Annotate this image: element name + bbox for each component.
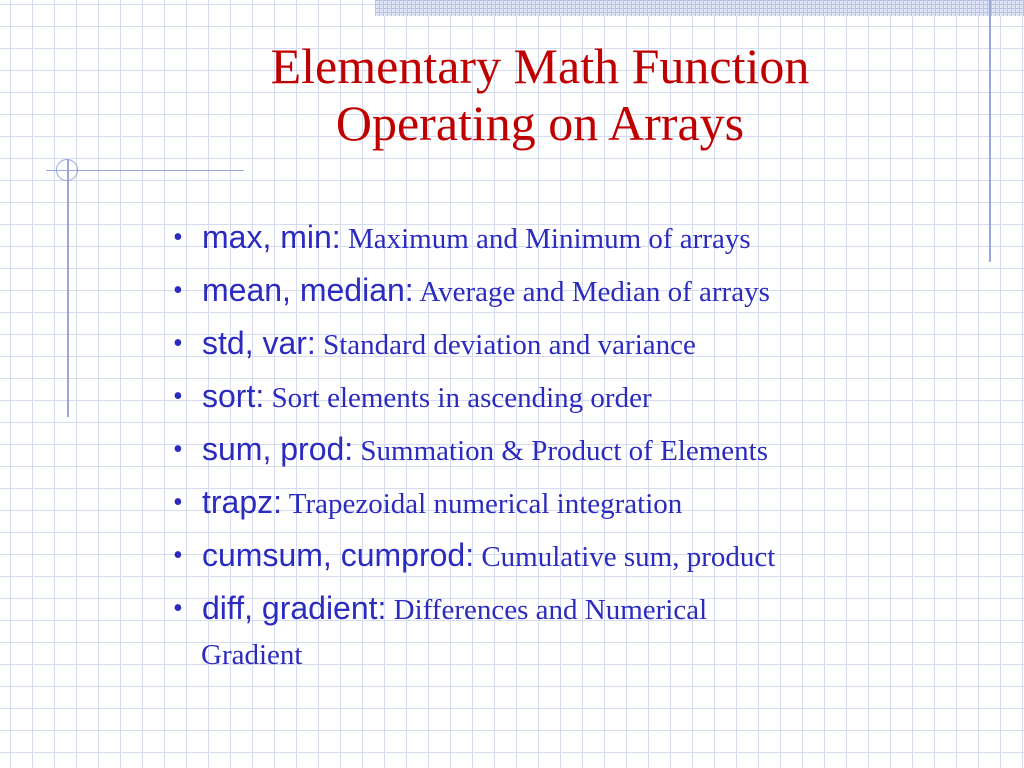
function-names: trapz: (202, 484, 283, 520)
function-description: Average and Median of arrays (419, 276, 770, 308)
bullet-item (170, 583, 902, 674)
function-names: sum, prod: (202, 431, 354, 467)
bullet-dot-icon: • (173, 275, 183, 306)
function-description-continued: Gradient (201, 639, 303, 671)
bullet-item (170, 371, 1010, 424)
function-names: std, var: (202, 325, 316, 361)
function-names: sort: (202, 378, 265, 414)
bullet-dot-icon: • (173, 540, 183, 571)
function-description: Standard deviation and variance (323, 329, 696, 361)
bullet-dot-icon: • (173, 434, 183, 465)
function-description: Summation & Product of Elements (360, 435, 768, 467)
function-description: Cumulative sum, product (481, 541, 776, 573)
bullet-item (170, 265, 1010, 318)
slide-title (180, 38, 900, 152)
bullet-item (170, 424, 1010, 477)
bullet-item (170, 477, 1010, 530)
function-names: max, min: (202, 219, 341, 255)
title-line-1: Elementary Math Function (270, 38, 810, 94)
function-description: Trapezoidal numerical integration (288, 488, 683, 520)
bullet-item (170, 530, 1010, 583)
function-names: mean, median: (202, 272, 414, 308)
function-description: Sort elements in ascending order (271, 382, 652, 414)
bullet-dot-icon: • (173, 381, 183, 412)
function-names: cumsum, cumprod: (202, 537, 475, 573)
function-description: Maximum and Minimum of arrays (347, 223, 751, 255)
bullet-dot-icon: • (173, 593, 183, 624)
bullet-dot-icon: • (173, 328, 183, 359)
bullet-list (170, 212, 1010, 674)
left-decorative-vertical-line (67, 160, 69, 417)
title-line-2: Operating on Arrays (335, 95, 745, 151)
bullet-dot-icon: • (173, 222, 183, 253)
function-names: diff, gradient: (202, 590, 387, 626)
bullet-item (170, 318, 1010, 371)
function-description: Differences and Numerical (393, 594, 708, 626)
left-decorative-circle (56, 159, 78, 181)
bullet-item (170, 212, 1010, 265)
top-decorative-band (375, 0, 1024, 16)
bullet-dot-icon: • (173, 487, 183, 518)
